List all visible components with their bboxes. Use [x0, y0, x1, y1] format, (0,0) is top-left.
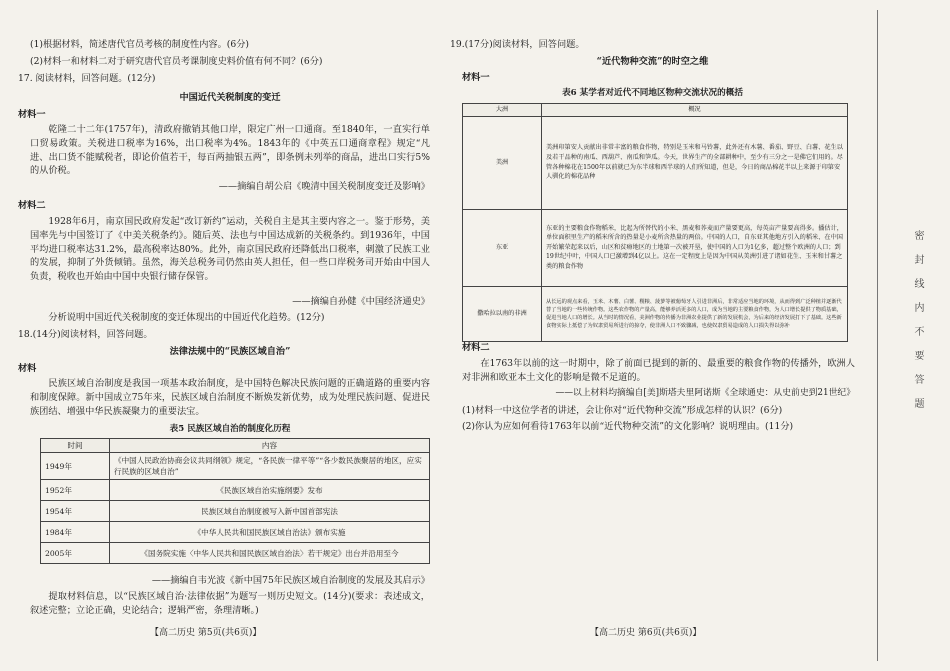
question-16-part1: (1)根据材料，简述唐代官员考核的制度性内容。(6分) — [30, 39, 249, 50]
table-cell-overview: 美洲印第安人贡献出非常丰富的粮食作物，特别是玉米和马铃薯，此外还有木薯、番茄、野豆、白薯、花生以及若干品种的南瓜、西葫芦、南瓜和笋瓜。今天，世界生产的全部耕种中，至少有三分之一是佛它们用的。尽管各种棉花在1500年以前就已为东半球和西半球的人们所知道，但是，今日的商品棉花半以上来源于印第安人驯化的棉花品种 — [542, 116, 848, 209]
question-19-title: “近代物种交流”的时空之维 — [596, 56, 709, 67]
question-19-head: 19.(17分)阅读材料，回答问题。 — [450, 39, 585, 50]
q17-material2-text: 1928年6月，南京国民政府发起“改订新约”运动，关税自主是其主要内容之一。鉴于形势，美国率先与中国签订了《中美关税条约》。随后英、法也与中国达成新的关税条约。到1936年，中国平均进口税率达31.2%，最高税率达80%。此外，南京国民政府还降低出口税率，刺激了民族工业的发展，抑制了外货倾销。虽然，海关总税务司仍然由英人担任，但一些口岸税务司开始由中国人负责，税收也开始由中国中央银行储存保管。 — [30, 216, 430, 283]
q17-material2-source: ——摘编自孙健《中国经济通史》 — [292, 296, 430, 307]
table-cell-content: 《中华人民共和国民族区域自治法》颁布实施 — [110, 522, 430, 543]
q19-material2-text: 在1763年以前的这一时期中，除了前面已提到的新的、最重要的粮食作物的传播外，欧洲人对非洲和欧亚本土文化的影响是微不足道的。 — [462, 358, 855, 383]
right-page — [450, 0, 855, 671]
seal-line-text: 密封线内不要答题 — [912, 230, 923, 422]
table-row — [41, 501, 430, 522]
q18-material-text: 民族区域自治制度是我国一项基本政治制度，是中国特色解决民族问题的正确道路的重要内容和制度保障。新中国成立75年来，民族区域自治制度不断焕发新优势，成为处理民族问题、促进民族团结、增强中华民族凝聚力的重要法宝。 — [30, 378, 430, 417]
table-header-cell: 概况 — [542, 104, 848, 117]
table5 — [40, 438, 430, 564]
table-cell-content: 《国务院实施〈中华人民共和国民族区域自治法〉若干规定》出台并沿用至今 — [110, 543, 430, 564]
table-header-row — [41, 439, 430, 453]
q19-source: ——以上材料均摘编自[美]斯塔夫里阿诺斯《全球通史：从史前史到21世纪》 — [555, 388, 855, 398]
seal-line — [877, 10, 878, 661]
table-cell-time: 1984年 — [41, 522, 110, 543]
question-17-ask: 分析说明中国近代关税制度的变迁体现出的中国近代化趋势。(12分) — [48, 312, 325, 323]
table-row — [463, 209, 848, 286]
table-row — [41, 522, 430, 543]
q19-material1-label: 材料一 — [462, 72, 490, 83]
question-18-ask: 提取材料信息，以“民族区域自治·法律依据”为题写一则历史短文。(14分)(要求：表述成文，叙述完整；立论正确，史论结合；逻辑严密，条理清晰。) — [30, 591, 430, 616]
page-footer: 【高二历史 第6页(共6页)】 — [590, 628, 702, 638]
q17-material2-label: 材料二 — [18, 200, 46, 211]
question-17-head: 17. 阅读材料，回答问题。(12分) — [18, 73, 156, 84]
table-row — [41, 453, 430, 480]
table-cell-content: 《民族区域自治实施纲要》发布 — [110, 480, 430, 501]
left-page — [18, 0, 430, 671]
table-header-cell: 时间 — [41, 439, 110, 453]
seal-line-sidebar — [855, 0, 950, 671]
table-header-row — [463, 104, 848, 117]
question-18-head: 18.(14分)阅读材料，回答问题。 — [18, 329, 153, 340]
q17-material1-label: 材料一 — [18, 109, 46, 120]
table-header-cell: 大洲 — [463, 104, 542, 117]
table-cell-overview: 东亚的主要粮食作物稻米，比起为所替代的小米、黑麦和荞麦而产量要更高，每英亩产量要高得多。播估计，单位面积里生产的稻米所含的热量是小麦所含热量的两倍。中国的人口，自东亚其他地方引入的稻米、在中国开始繁荣起来以后，山区和贫瘠地区的土地第一次被开垦，使中国的人口为1亿多，超过整个欧洲的人口；到19世纪中叶，中国人口已激增到4亿以上。这在一定程度上是因为中国从美洲引进了诸如花生、玉米和甘薯之类的粮食作物 — [542, 209, 848, 286]
table-row — [463, 116, 848, 209]
table-cell-time: 1954年 — [41, 501, 110, 522]
q17-material1-source: ——摘编自胡公启《晚清中国关税制度变迁及影响》 — [218, 181, 430, 192]
q19-material2-label: 材料二 — [462, 342, 490, 353]
table-row — [41, 543, 430, 564]
table-cell-time: 1952年 — [41, 480, 110, 501]
table5-caption: 表5 民族区域自治的制度化历程 — [169, 424, 291, 434]
q18-material-label: 材料 — [18, 363, 37, 374]
q18-source: ——摘编自韦光波《新中国75年民族区域自治制度的发展及其启示》 — [151, 575, 430, 586]
table-cell-continent: 美洲 — [463, 116, 542, 209]
question-18-title: 法律法规中的“民族区域自治” — [169, 346, 291, 357]
question-16-part2: (2)材料一和材料二对于研究唐代官员考课制度史料价值有何不同？(6分) — [30, 56, 323, 67]
table-row — [463, 286, 848, 341]
table-cell-time: 2005年 — [41, 543, 110, 564]
q17-material1-text: 乾隆二十二年(1757年)，清政府撤销其他口岸，限定广州一口通商。至1840年，一直实行单口贸易政策。关税进口税率为16%，出口税率为4%。1843年的《中英五口通商章程》规定“凡进、出口货不能赋税者，即论价值若干，每百两抽银五两”，即条例未列举的商品，进出口实行5%的从价税。 — [30, 124, 430, 177]
table6-caption: 表6 某学者对近代不同地区物种交流状况的概括 — [562, 88, 743, 98]
table-cell-continent: 撒哈拉以南的非洲 — [463, 286, 542, 341]
table-row — [41, 480, 430, 501]
table-cell-overview: 从长远的观点来看，玉米、木薯、白薯、稷粮、菠萝等被葡萄牙人引进非洲后，非常适应当地的环境，从而得到广泛种植并逐渐代替了当地的一些传统作物。这些农作物的产量高，能够养活更多的人口，成为当地的主要粮食作物，为人口增长提供了物质基础，促进当地人口的增长。从当时的情况看，美洲作物的传播为非洲农业提供了新的发展机会，为后来的经济发展打下了基础。这些新食物实际上抵偿了为奴隶贸易所进行的掠夺，使非洲人口不致骤减，也使奴隶贸易造成的人口损失得以弥补 — [542, 286, 848, 341]
table-cell-content: 民族区域自治制度被写入新中国首部宪法 — [110, 501, 430, 522]
table6 — [462, 103, 848, 342]
question-19-ask1: (1)材料一中这位学者的讲述，会让你对“近代物种交流”形成怎样的认识？(6分) — [462, 405, 783, 416]
question-17-title: 中国近代关税制度的变迁 — [179, 92, 281, 103]
question-19-ask2: (2)你认为应如何看待1763年以前“近代物种交流”的文化影响？说明理由。(11分) — [462, 421, 794, 432]
page-footer: 【高二历史 第5页(共6页)】 — [150, 628, 262, 638]
table-cell-continent: 东亚 — [463, 209, 542, 286]
table-header-cell: 内容 — [110, 439, 430, 453]
table-cell-content: 《中国人民政治协商会议共同纲领》规定，“各民族一律平等”“各少数民族聚居的地区，应实行民族的区域自治” — [110, 453, 430, 480]
table-cell-time: 1949年 — [41, 453, 110, 480]
